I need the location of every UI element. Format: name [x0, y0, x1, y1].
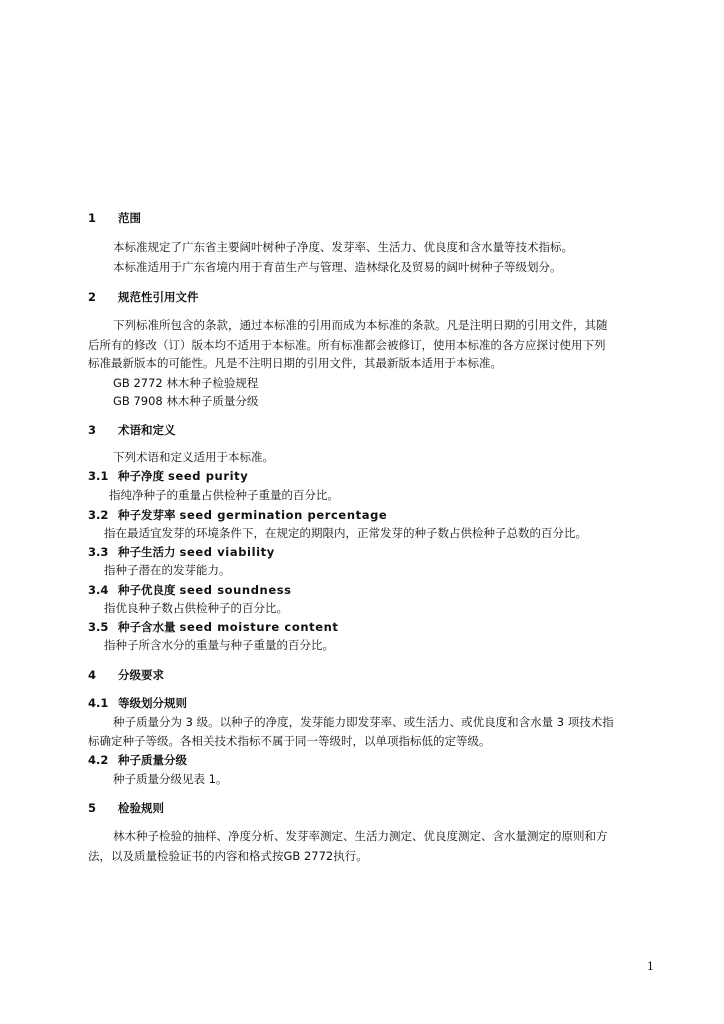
subsection-title: 等级划分规则	[118, 696, 187, 710]
subsection-heading	[88, 753, 187, 767]
page-number: 1	[647, 960, 654, 973]
paragraph: 下列术语和定义适用于本标准。	[113, 450, 274, 464]
term-zh: 种子优良度	[118, 583, 176, 597]
section-number: 4	[88, 668, 97, 682]
paragraph-line: 种子质量分级见表 1。	[113, 772, 228, 786]
term-definition: 指种子潜在的发芽能力。	[104, 563, 231, 577]
term-number: 3.4	[88, 583, 109, 597]
reference-item: GB 2772 林木种子检验规程	[113, 376, 259, 390]
paragraph-line: 标确定种子等级。各相关技术指标不属于同一等级时，以单项指标低的定等级。	[88, 734, 491, 748]
term-definition: 指纯净种子的重量占供检种子重量的百分比。	[109, 488, 339, 502]
term-zh: 种子含水量	[118, 620, 176, 634]
subsection-number: 4.1	[88, 696, 109, 710]
paragraph-line: 林木种子检验的抽样、净度分析、发芽率测定、生活力测定、优良度测定、含水量测定的原则和方	[113, 829, 608, 843]
reference-item: GB 7908 林木种子质量分级	[113, 394, 259, 408]
section-title: 规范性引用文件	[118, 290, 199, 304]
paragraph-line: 下列标准所包含的条款，通过本标准的引用而成为本标准的条款。凡是注明日期的引用文件，其随	[113, 318, 608, 332]
term-number: 3.3	[88, 545, 109, 559]
term-number: 3.1	[88, 469, 109, 483]
term-heading	[88, 545, 275, 559]
paragraph-line: 后所有的修改（订）版本均不适用于本标准。所有标准都会被修订，使用本标准的各方应探讨使用下列	[88, 338, 606, 352]
subsection-title: 种子质量分级	[118, 753, 187, 767]
paragraph: 本标准适用于广东省境内用于育苗生产与管理、造林绿化及贸易的阔叶树种子等级划分。	[113, 260, 562, 274]
term-zh: 种子发芽率	[118, 508, 176, 522]
term-heading	[88, 508, 387, 522]
section-number: 1	[88, 211, 97, 225]
section-number: 3	[88, 423, 97, 437]
section-2-heading	[88, 290, 199, 304]
section-title: 范围	[118, 211, 141, 225]
section-4-heading	[88, 668, 164, 682]
subsection-heading	[88, 696, 187, 710]
section-3-heading	[88, 423, 176, 437]
term-heading	[88, 583, 292, 597]
term-definition: 指优良种子数占供检种子的百分比。	[104, 601, 288, 615]
term-en: seed soundness	[179, 583, 292, 597]
term-number: 3.2	[88, 508, 109, 522]
term-en: seed purity	[168, 469, 249, 483]
section-number: 5	[88, 801, 97, 815]
term-en: seed moisture content	[179, 620, 339, 634]
subsection-number: 4.2	[88, 753, 109, 767]
term-en: seed germination percentage	[179, 508, 388, 522]
section-5-heading	[88, 801, 164, 815]
term-number: 3.5	[88, 620, 109, 634]
term-zh: 种子净度	[118, 469, 164, 483]
paragraph-line: 法，以及质量检验证书的内容和格式按GB 2772执行。	[88, 849, 368, 863]
term-heading	[88, 620, 339, 634]
term-definition: 指种子所含水分的重量与种子重量的百分比。	[104, 638, 334, 652]
term-en: seed viability	[179, 545, 275, 559]
paragraph: 本标准规定了广东省主要阔叶树种子净度、发芽率、生活力、优良度和含水量等技术指标。	[113, 240, 573, 254]
term-heading	[88, 469, 248, 483]
term-zh: 种子生活力	[118, 545, 176, 559]
term-definition: 指在最适宜发芽的环境条件下，在规定的期限内，正常发芽的种子数占供检种子总数的百分比。	[104, 526, 587, 540]
paragraph-line: 种子质量分为 3 级。以种子的净度，发芽能力即发芽率、或生活力、或优良度和含水量 3 项技术指	[113, 715, 614, 729]
section-1-heading	[88, 211, 141, 225]
section-title: 检验规则	[118, 801, 164, 815]
section-title: 术语和定义	[118, 423, 176, 437]
paragraph-line: 标准最新版本的可能性。凡是不注明日期的引用文件，其最新版本适用于本标准。	[88, 356, 502, 370]
section-number: 2	[88, 290, 97, 304]
section-title: 分级要求	[118, 668, 164, 682]
